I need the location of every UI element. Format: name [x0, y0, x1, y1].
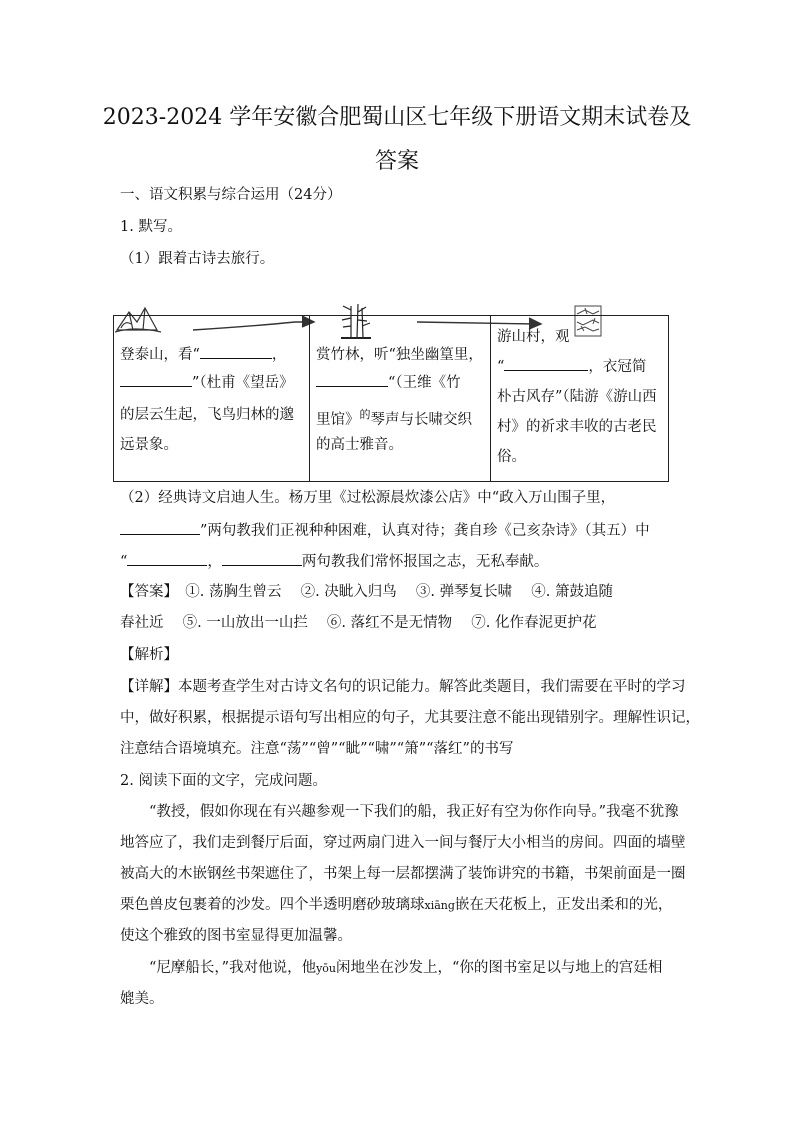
cell-text: ”（杜甫《望岳》 [192, 375, 294, 391]
answer-text: ①. 荡胸生曾云 ②. 决眦入归鸟 ③. 弹琴复长啸 ④. 箫鼓追随 [185, 584, 613, 600]
cell-text: 俗。 [497, 449, 526, 465]
passage-p1-line3: 被高大的木嵌钢丝书架遮住了，书架上每一层都摆满了装饰讲究的书籍，书架前面是一圈 [120, 866, 686, 882]
question-1-label: 1. 默写。 [120, 219, 182, 235]
cell-superscript: 的 [359, 408, 371, 421]
answer-line2: 春社近 ⑤. 一山放出一山拦 ⑥. 落红不是无情物 ⑦. 化作春泥更护花 [120, 615, 597, 631]
answer-blank[interactable] [120, 371, 192, 387]
answer-blank[interactable] [127, 550, 207, 566]
analysis-label: 【解析】 [120, 647, 178, 663]
cell-text: “（王维《竹 [388, 375, 461, 391]
pinyin-annotation: yōu [316, 962, 336, 975]
section-heading: 一、语文积累与综合运用（24分） [120, 187, 342, 203]
page-title-cont: 答案 [374, 149, 419, 174]
sub2-text: ， [207, 554, 222, 570]
answer-blank[interactable] [504, 355, 588, 371]
question-2-label: 2. 阅读下面的文字，完成问题。 [120, 773, 327, 789]
page-title: 2023-2024 学年安徽合肥蜀山区七年级下册语文期末试卷及 [102, 105, 692, 130]
sub2-text: “ [120, 554, 128, 570]
table-cell-mount-tai [114, 316, 310, 481]
answer-blank[interactable] [222, 550, 302, 566]
table-cell-mountain-village [491, 316, 668, 481]
detail-line2: 中，做好积累，根据提示语句写出相应的句子，尤其要注意不能出现错别字。理解性识记， [120, 710, 700, 726]
cell-text: 远景象。 [120, 437, 178, 453]
passage-text: 栗色兽皮包裹着的沙发。四个半透明磨砂玻璃球 [120, 897, 425, 913]
detail-line3: 注意结合语境填充。注意“荡”“曾”“眦”“啸”“箫”“落红”的书写 [120, 741, 514, 757]
sub2-text: ”两句教我们正视种种困难，认真对待；龚自珍《己亥杂诗》（其五）中 [200, 523, 650, 539]
passage-text: “尼摩船长，”我对他说，他 [149, 960, 317, 976]
cell-text: 琴声与长啸交织 [370, 411, 472, 428]
cell-text: 村》的祈求丰收的古老民 [497, 419, 657, 435]
question-1-sub2-line3 [120, 550, 548, 572]
cell-text: 的层云生起，飞鸟归林的邈 [120, 407, 294, 423]
cell-text: 登泰山，看“ [120, 347, 200, 363]
answer-blank[interactable] [200, 343, 272, 359]
cell-text: “ [497, 359, 505, 375]
cell-text: ， [271, 347, 287, 363]
pinyin-annotation: xiāng [424, 899, 455, 912]
cell-text: 赏竹林，听“独坐幽篁里， [316, 347, 483, 363]
cell-text: ，衣冠简 [588, 359, 647, 375]
answer-blank[interactable] [120, 519, 200, 535]
question-1-sub2-line2 [120, 519, 650, 541]
passage-p1-line1: “教授，假如你现在有兴趣参观一下我们的船，我正好有空为你作向导。”我毫不犹豫 [149, 804, 679, 820]
cell-text: 里馆》 [316, 411, 360, 428]
passage-p1-line2: 地答应了，我们走到餐厅后面，穿过两扇门进入一间与餐厅大小相当的房间。四面的墙壁 [120, 835, 686, 851]
cell-text: 游山村，观 [497, 329, 570, 345]
detail-line1: 【详解】本题考查学生对古诗文名句的识记能力。解答此类题目，我们需要在平时的学习 [120, 679, 686, 695]
question-1-sub2-line1: （2）经典诗文启迪人生。杨万里《过松源晨炊漆公店》中“政入万山围子里， [120, 490, 616, 506]
passage-text: 闲地坐在沙发上，“你的图书室足以与地上的宫廷相 [336, 960, 663, 976]
answer-blank[interactable] [316, 371, 388, 387]
passage-p2-line2: 媲美。 [120, 991, 164, 1007]
passage-p2-line1 [149, 958, 662, 979]
question-1-sub1: （1）跟着古诗去旅行。 [120, 251, 275, 267]
table-cell-bamboo-grove [310, 316, 491, 481]
sub2-text: 两句教我们常怀报国之志，无私奉献。 [301, 554, 549, 570]
passage-text: 嵌在天花板上，正发出柔和的光， [454, 897, 673, 913]
cell-text: 朴古风存”（陆游《游山西 [497, 389, 657, 405]
answer-label: 【答案】 [120, 584, 171, 600]
passage-p1-line4 [120, 895, 672, 916]
poetry-travel-table [113, 315, 669, 482]
cell-text: 的高士雅音。 [316, 437, 403, 453]
answer-line1 [120, 582, 613, 602]
passage-p1-line5: 使这个雅致的图书室显得更加温馨。 [120, 928, 352, 944]
